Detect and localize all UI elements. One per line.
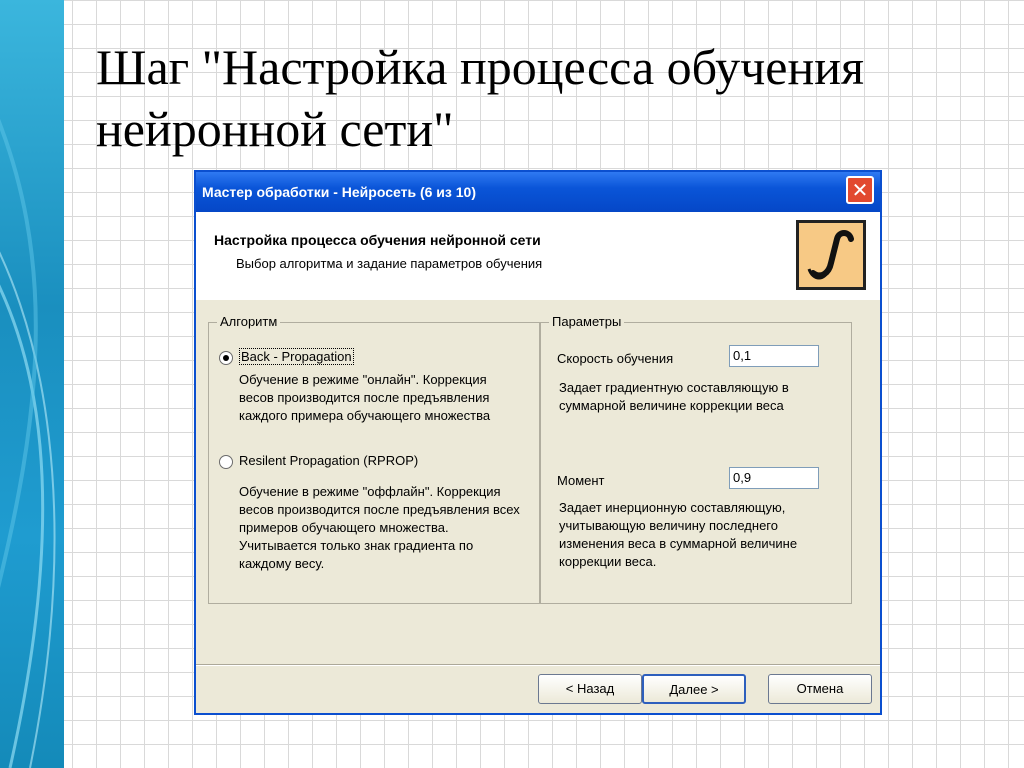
radio-rprop[interactable] [219,453,418,469]
cancel-button[interactable]: Отмена [768,674,872,704]
slide-title-line2: нейронной сети" [96,101,454,157]
close-button[interactable] [846,176,874,204]
parameters-group [540,314,852,604]
parameters-legend: Параметры [549,314,624,329]
moment-input[interactable]: 0,9 [729,467,819,489]
wizard-logo-icon [796,220,866,290]
slide-title [96,36,996,160]
dialog-title: Мастер обработки - Нейросеть (6 из 10) [202,184,476,200]
step-title: Настройка процесса обучения нейронной сети [214,232,541,248]
moment-description: Задает инерционную составляющую, учитывающую величину последнего изменения веса в суммарной величине коррекции веса. [559,500,798,569]
decorative-side-band [0,0,64,768]
algorithm-legend: Алгоритм [217,314,280,329]
rprop-description: Обучение в режиме "оффлайн". Коррекция весов производится после предъявления всех примеров обучающего множества. Учитывается только знак градиента по каждому весу. [239,484,520,571]
wizard-dialog [194,170,882,715]
next-button[interactable]: Далее > [642,674,746,704]
radio-label-rprop: Resilent Propagation (RPROP) [239,453,419,468]
algorithm-group [208,314,540,604]
learning-rate-input[interactable]: 0,1 [729,345,819,367]
back-button[interactable]: < Назад [538,674,642,704]
slide-title-line1: Шаг "Настройка процесса обучения [96,39,865,95]
radio-unchecked-icon[interactable] [219,455,233,469]
header-separator [196,298,880,300]
radio-back-propagation[interactable] [219,349,354,365]
footer-divider-highlight [196,665,880,666]
radio-label-back-propagation: Back - Propagation [241,349,352,364]
close-icon: ✕ [851,178,869,202]
radio-checked-icon[interactable] [219,351,233,365]
back-propagation-description: Обучение в режиме "онлайн". Коррекция весов производится после предъявления каждого примера обучающего множества [239,372,491,423]
learning-rate-description: Задает градиентную составляющую в суммарной величине коррекции веса [559,380,789,413]
step-subtitle: Выбор алгоритма и задание параметров обучения [236,256,543,271]
learning-rate-label: Скорость обучения [557,351,674,366]
moment-label: Момент [557,473,605,488]
dialog-titlebar[interactable] [196,172,880,212]
wizard-header [196,212,880,299]
